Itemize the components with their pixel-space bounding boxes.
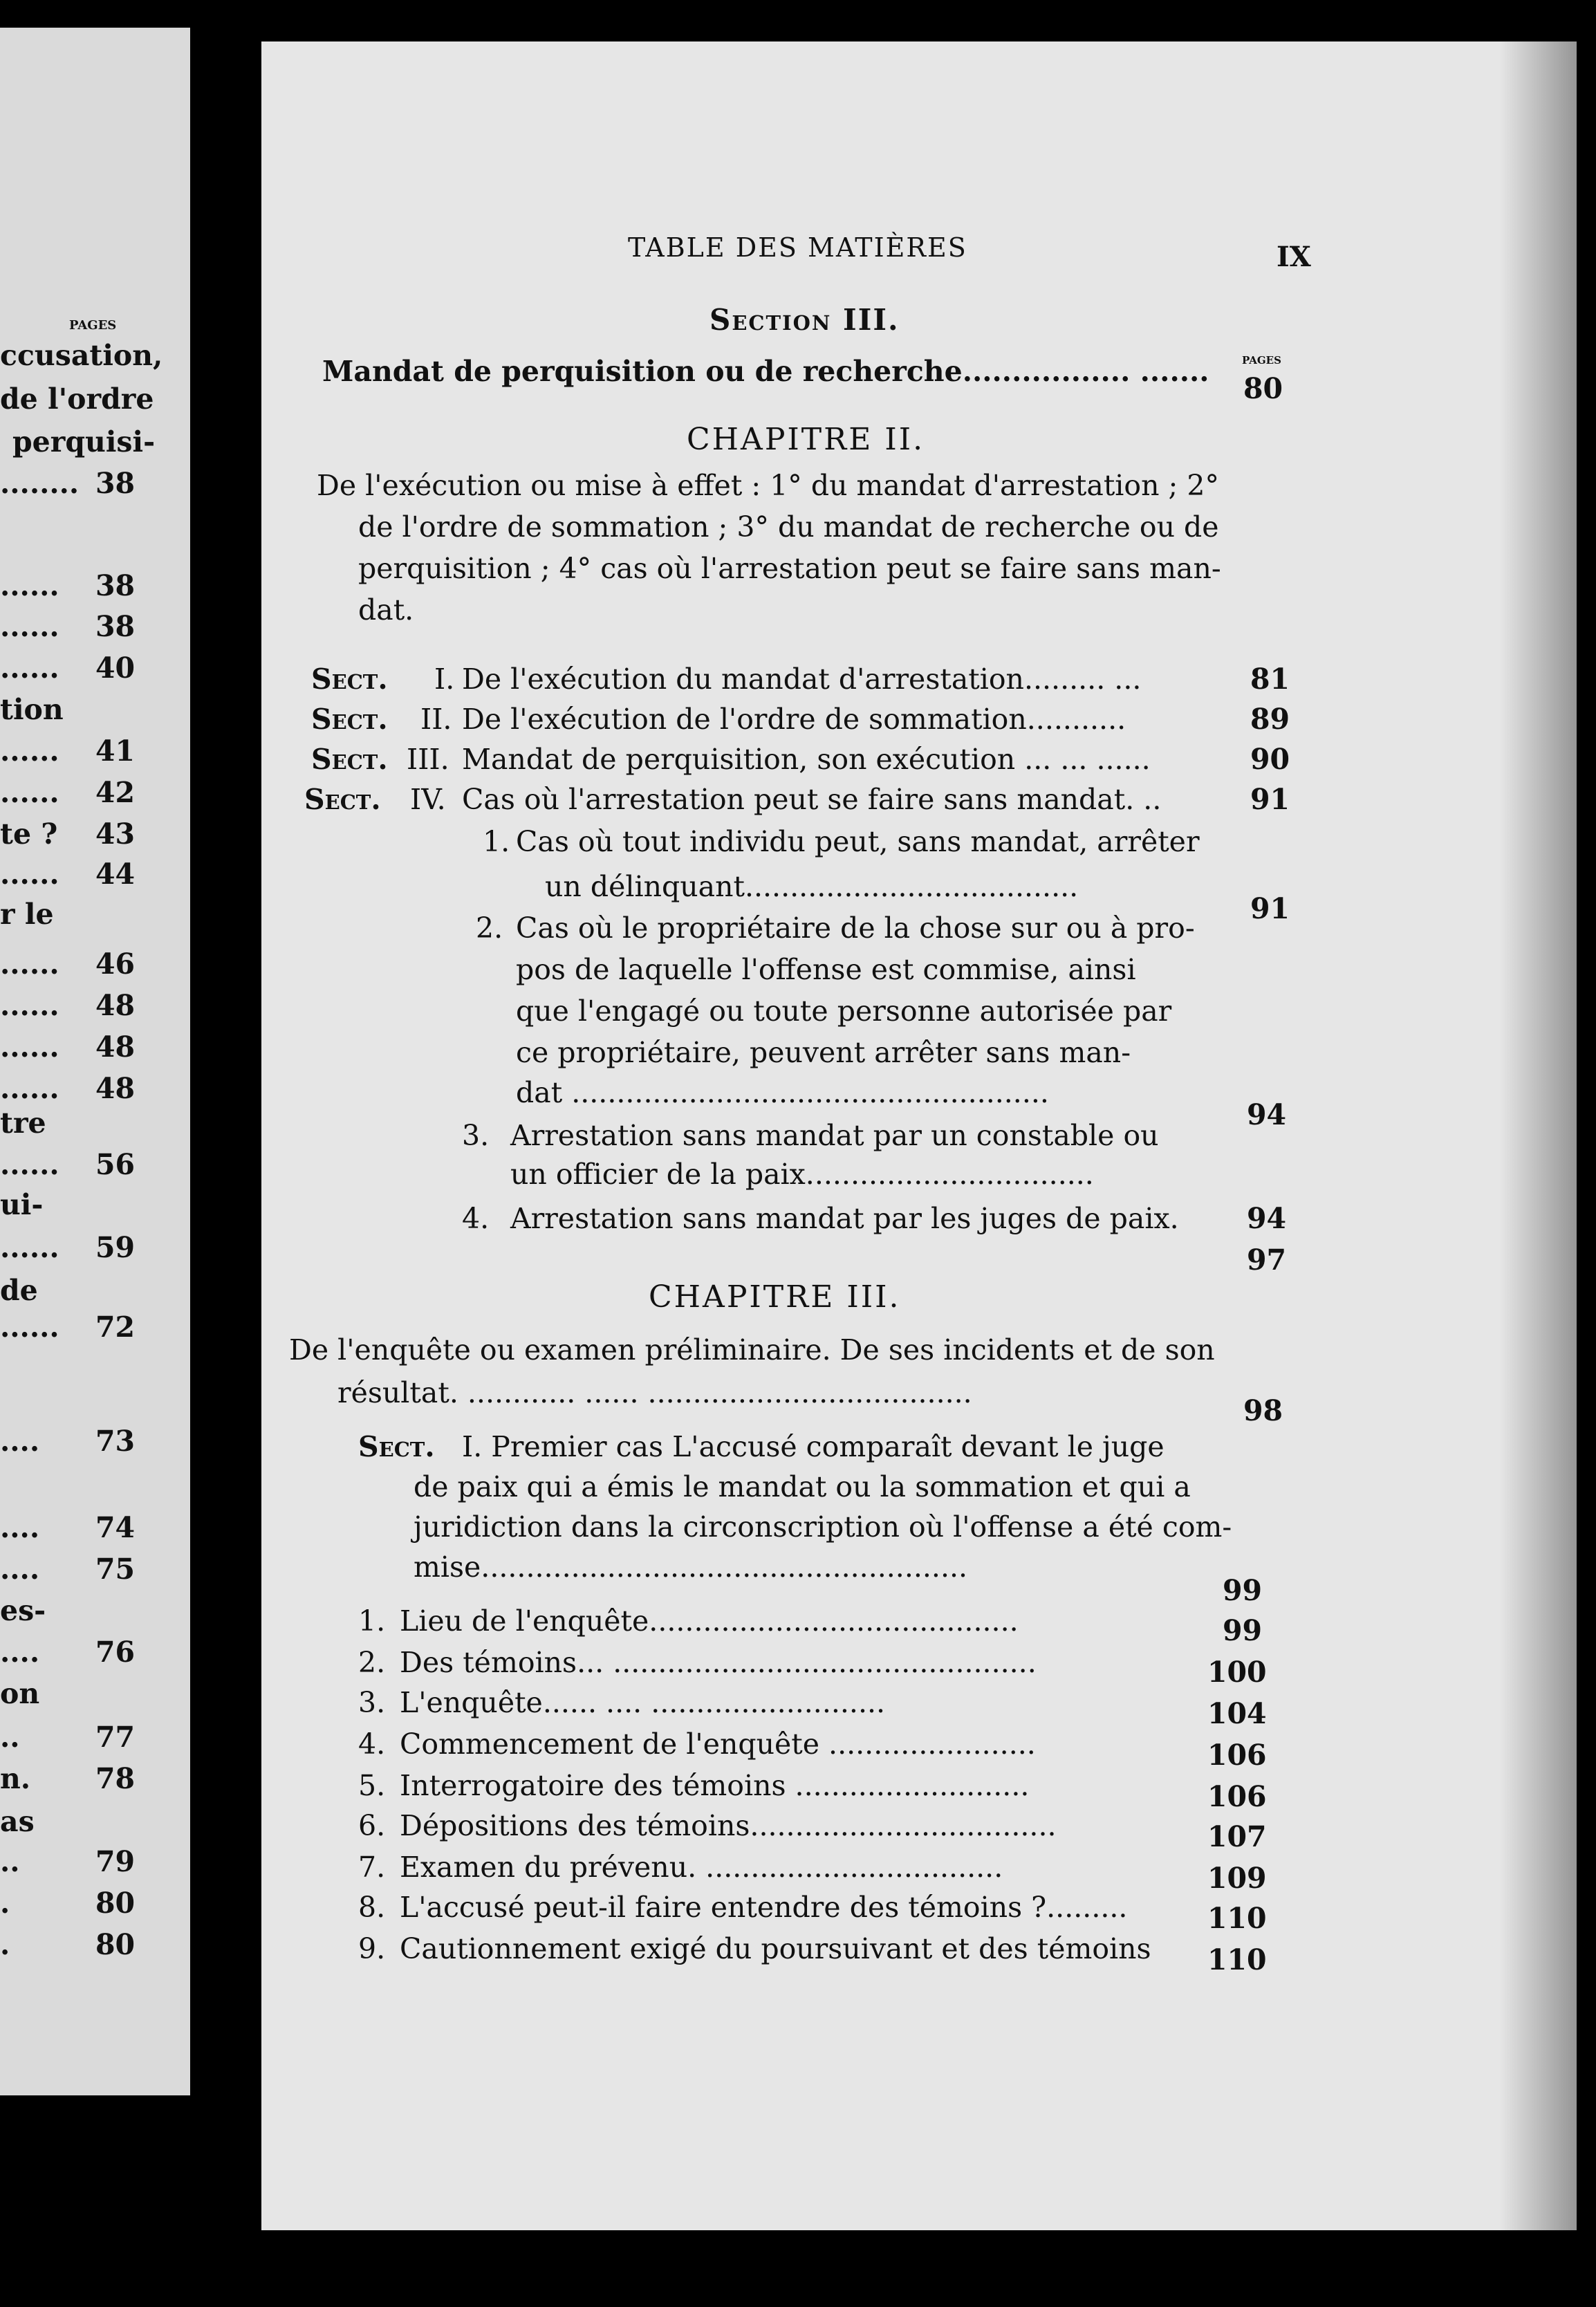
subentry-number: 1. — [483, 825, 510, 858]
left-page-line: .... — [0, 1511, 40, 1544]
left-page-line: on — [0, 1677, 40, 1710]
item-text: Lieu de l'enquête......................................... — [400, 1604, 1019, 1638]
left-page-number: 80 — [95, 1928, 136, 1961]
subentry-line: Arrestation sans mandat par un constable ou — [510, 1119, 1159, 1152]
subentry-number: 3. — [462, 1119, 490, 1152]
subentry-line: pos de laquelle l'offense est commise, ainsi — [516, 953, 1136, 986]
left-page-line: de — [0, 1274, 38, 1307]
left-page-line: perquisi- — [12, 425, 156, 458]
sect-title: De l'exécution du mandat d'arrestation......... ... — [462, 663, 1142, 696]
left-page-line: .. — [0, 1845, 20, 1878]
left-page-line: ...... — [0, 1148, 59, 1181]
item-page: 104 — [1207, 1697, 1267, 1730]
left-page-line: .... — [0, 1553, 40, 1586]
sect-numeral: I. — [434, 663, 455, 696]
left-page-number: 80 — [95, 1887, 136, 1920]
pages-column-label: PAGES — [1242, 354, 1281, 367]
left-page-number: 44 — [95, 858, 136, 891]
left-page-number: 56 — [95, 1148, 136, 1181]
item-page: 106 — [1207, 1739, 1267, 1772]
left-page-line: ...... — [0, 776, 59, 809]
subentry-page: 94 — [1247, 1202, 1287, 1235]
sect-page: 81 — [1250, 663, 1290, 696]
sect-title: Cas où l'arrestation peut se faire sans mandat. .. — [462, 783, 1162, 816]
subentry-line: Cas où le propriétaire de la chose sur ou à pro- — [516, 911, 1195, 945]
page-number: IX — [1277, 241, 1311, 273]
left-page-number: 75 — [95, 1553, 136, 1586]
item-text: Des témoins... ............................................... — [400, 1646, 1037, 1679]
left-page-number: 46 — [95, 947, 136, 981]
sect-title: Mandat de perquisition, son exécution ... ... ...... — [462, 743, 1151, 776]
sect-i-page: 99 — [1223, 1574, 1263, 1607]
leader-dots: ................. ....... — [962, 355, 1209, 388]
left-page-line: ...... — [0, 1030, 59, 1064]
chapitre-iii-intro-line-2: résultat. ............ ...... .................................... — [337, 1376, 972, 1409]
sect-numeral: II. — [420, 703, 452, 736]
item-page: 107 — [1207, 1820, 1267, 1853]
left-page-line: ui- — [0, 1188, 44, 1221]
page-edge-shadow — [1499, 41, 1577, 2230]
sect-page: 89 — [1250, 703, 1290, 736]
left-page-number: 38 — [95, 467, 136, 500]
item-page: 110 — [1207, 1902, 1267, 1935]
item-page: 106 — [1207, 1780, 1267, 1813]
subentry-line: Cas où tout individu peut, sans mandat, arrêter — [516, 825, 1200, 858]
item-number: 4. — [358, 1727, 386, 1761]
item-number: 7. — [358, 1851, 386, 1884]
sect-i-line: I. Premier cas L'accusé comparaît devant le juge — [462, 1430, 1164, 1463]
chapitre-ii-intro-line-3: perquisition ; 4° cas où l'arrestation peut se faire sans man- — [358, 552, 1221, 585]
left-page-number: 48 — [95, 1030, 136, 1064]
left-page-line: ...... — [0, 1310, 59, 1344]
sect-abbrev: Sect. — [304, 783, 381, 816]
item-page: 100 — [1207, 1656, 1267, 1689]
left-page-number: 38 — [95, 569, 136, 602]
left-page-line: ...... — [0, 989, 59, 1022]
sect-numeral: IV. — [410, 783, 446, 816]
item-number: 5. — [358, 1769, 386, 1802]
subentry-line: un délinquant..................................... — [545, 870, 1079, 903]
left-page-line: n. — [0, 1762, 31, 1795]
item-number: 8. — [358, 1891, 386, 1924]
sect-page: 91 — [1250, 783, 1290, 816]
subentry-page: 91 — [1250, 892, 1290, 925]
left-page-line: ...... — [0, 651, 59, 685]
sect-label — [311, 664, 388, 694]
toc-entry-mandat-perquisition — [322, 356, 1209, 387]
left-page-number: 72 — [95, 1310, 136, 1344]
item-text: Interrogatoire des témoins .......................... — [400, 1769, 1030, 1802]
left-page-number: 48 — [95, 989, 136, 1022]
item-number: 3. — [358, 1686, 386, 1719]
left-page-number: 79 — [95, 1845, 136, 1878]
running-header-title: TABLE DES MATIÈRES — [628, 232, 967, 263]
left-page-number: 40 — [95, 651, 136, 685]
chapitre-ii-intro-line-2: de l'ordre de sommation ; 3° du mandat de recherche ou de — [358, 510, 1219, 544]
section-iii-heading: Section III. — [709, 303, 900, 337]
sect-abbrev: Sect. — [311, 703, 388, 736]
subentry-page: 94 — [1247, 1098, 1287, 1131]
subentry-number: 4. — [462, 1202, 490, 1235]
left-page-line: ...... — [0, 947, 59, 981]
left-page-number: 38 — [95, 610, 136, 643]
sect-i-label — [358, 1432, 435, 1462]
sect-abbrev: Sect. — [358, 1430, 435, 1463]
left-page-number: 77 — [95, 1721, 136, 1754]
sect-abbrev: Sect. — [311, 663, 388, 696]
left-page-number: 43 — [95, 817, 136, 851]
sect-label — [311, 744, 388, 775]
left-page-line: r le — [0, 898, 54, 931]
chapitre-iii-heading: CHAPITRE III. — [649, 1279, 901, 1315]
left-page-line: ...... — [0, 569, 59, 602]
item-text: L'accusé peut-il faire entendre des témoins ?......... — [400, 1891, 1128, 1924]
left-page-line: de l'ordre — [0, 382, 154, 416]
toc-entry-page: 80 — [1243, 372, 1283, 405]
chapitre-iii-intro-page: 98 — [1243, 1394, 1283, 1427]
sect-numeral: III. — [407, 743, 449, 776]
item-page: 99 — [1223, 1614, 1263, 1647]
left-page-number: 48 — [95, 1072, 136, 1105]
item-page: 110 — [1207, 1943, 1267, 1976]
left-pages-header: PAGES — [69, 318, 117, 333]
left-page-number: 78 — [95, 1762, 136, 1795]
item-text: Cautionnement exigé du poursuivant et des témoins — [400, 1932, 1151, 1965]
left-page-number: 74 — [95, 1511, 136, 1544]
sect-page: 90 — [1250, 743, 1290, 776]
left-page-line: ...... — [0, 734, 59, 768]
item-text: L'enquête...... .... .......................... — [400, 1686, 886, 1719]
sect-label — [311, 704, 388, 734]
item-text: Dépositions des témoins.................................. — [400, 1809, 1057, 1842]
sect-i-line: juridiction dans la circonscription où l'offense a été com- — [414, 1510, 1232, 1544]
left-page-line: ........ — [0, 467, 80, 500]
left-page-number: 41 — [95, 734, 136, 768]
item-number: 1. — [358, 1604, 386, 1638]
chapitre-iii-intro-line-1: De l'enquête ou examen préliminaire. De ses incidents et de son — [289, 1333, 1215, 1366]
chapitre-ii-intro-line-4: dat. — [358, 593, 414, 627]
item-text: Commencement de l'enquête ....................... — [400, 1727, 1036, 1761]
facing-page-fragment — [0, 28, 190, 2095]
left-page-line: ...... — [0, 1072, 59, 1105]
item-number: 6. — [358, 1809, 386, 1842]
subentry-number: 2. — [476, 911, 503, 945]
sect-title: De l'exécution de l'ordre de sommation........... — [462, 703, 1126, 736]
subentry-line: dat ..................................................... — [516, 1076, 1049, 1109]
item-text: Examen du prévenu. ................................. — [400, 1851, 1003, 1884]
left-page-line: .... — [0, 1425, 40, 1458]
left-page-line: tion — [0, 693, 64, 726]
item-number: 2. — [358, 1646, 386, 1679]
left-page-line: te ? — [0, 817, 58, 851]
chapitre-ii-heading: CHAPITRE II. — [687, 422, 925, 457]
subentry-line: Arrestation sans mandat par les juges de paix. — [510, 1202, 1179, 1235]
left-page-line: es- — [0, 1594, 46, 1627]
item-page: 109 — [1207, 1862, 1267, 1895]
left-page-number: 76 — [95, 1636, 136, 1669]
left-page-line: . — [0, 1887, 10, 1920]
subentry-page: 97 — [1247, 1243, 1287, 1277]
sect-i-line: de paix qui a émis le mandat ou la sommation et qui a — [414, 1470, 1191, 1503]
sect-label — [304, 784, 381, 815]
left-page-line: tre — [0, 1106, 46, 1140]
subentry-line: un officier de la paix................................ — [510, 1158, 1094, 1191]
left-page-line: ...... — [0, 858, 59, 891]
main-page — [261, 41, 1577, 2230]
chapitre-ii-intro-line-1: De l'exécution ou mise à effet : 1° du mandat d'arrestation ; 2° — [317, 469, 1219, 502]
left-page-number: 42 — [95, 776, 136, 809]
left-page-line: ...... — [0, 1231, 59, 1264]
left-page-number: 73 — [95, 1425, 136, 1458]
subentry-line: que l'engagé ou toute personne autorisée par — [516, 994, 1172, 1028]
sect-abbrev: Sect. — [311, 743, 388, 776]
left-page-number: 59 — [95, 1231, 136, 1264]
left-page-line: . — [0, 1928, 10, 1961]
sect-i-line: mise...................................................... — [414, 1550, 968, 1584]
left-page-line: as — [0, 1805, 35, 1838]
toc-entry-text: Mandat de perquisition ou de recherche — [322, 355, 963, 388]
subentry-line: ce propriétaire, peuvent arrêter sans man- — [516, 1036, 1131, 1069]
left-page-line: .. — [0, 1721, 20, 1754]
left-page-line: ccusation, — [0, 339, 163, 372]
left-page-line: .... — [0, 1636, 40, 1669]
item-number: 9. — [358, 1932, 386, 1965]
left-page-line: ...... — [0, 610, 59, 643]
